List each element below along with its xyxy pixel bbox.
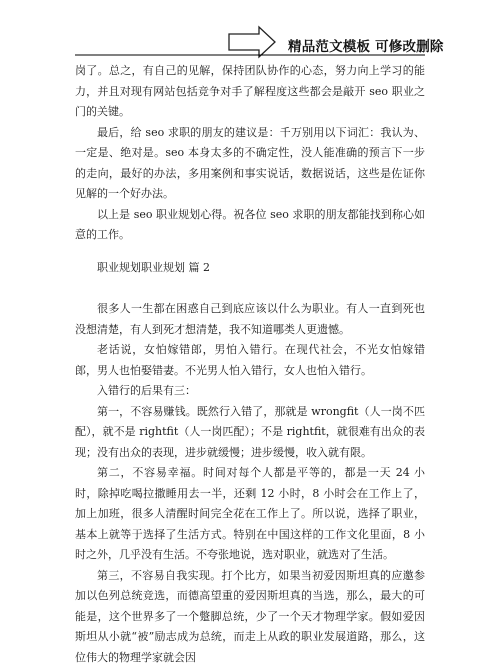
paragraph-4: 很多人一生都在困惑自己到底应该以什么为职业。有人一直到死也没想清楚，有人到死才想清楚，我不知道哪类人更遗憾。 [75, 299, 425, 340]
right-arrow-icon [229, 27, 275, 57]
document-body [75, 61, 425, 668]
paragraph-6: 入错行的后果有三： [75, 381, 425, 402]
paragraph-8: 第二，不容易幸福。时间对每个人都是平等的，都是一天 24 小时，除掉吃喝拉撒睡用去一半，还剩 12 小时，8 小时会在工作上了，加上加班，很多人清醒时间完全花在工作上了。所以说，选择了职业，基本上就等于选择了生活方式。特别在中国这样的工作文化里面，8 小时之外，几乎没有生活。不夸张地说，选对职业，就选对了生活。 [75, 463, 425, 566]
paragraph-5: 老话说，女怕嫁错郎，男怕入错行。在现代社会，不光女怕嫁错郎，男人也怕娶错妻。不光男人怕入错行，女人也怕入错行。 [75, 340, 425, 381]
section-heading: 职业规划职业规划 篇 2 [75, 258, 425, 279]
paragraph-9: 第三，不容易自我实现。打个比方，如果当初爱因斯坦真的应邀参加以色列总统竞选，而德高望重的爱因斯坦真的当选，那么，最大的可能是，这个世界多了一个蹩脚总统，少了一个天才物理学家。假如爱因斯坦从小就“被”励志成为总统，而走上从政的职业发展道路，那么，这位伟大的物理学家就会因 [75, 566, 425, 668]
paragraph-1: 岗了。总之，有自己的见解，保持团队协作的心态，努力向上学习的能力，并且对现有网站包括竞争对手了解程度这些都会是敲开 seo 职业之门的关键。 [75, 61, 425, 123]
header-title: 精品范文模板 可修改删除 [288, 35, 444, 55]
paragraph-3: 以上是 seo 职业规划心得。祝各位 seo 求职的朋友都能找到称心如意的工作。 [75, 205, 425, 246]
paragraph-2: 最后，给 seo 求职的朋友的建议是：千万别用以下词汇：我认为、一定是、绝对是。seo 本身太多的不确定性，没人能准确的预言下一步的走向，最好的办法，多用案例和事实说话，数据说话，这些是佐证你见解的一个好办法。 [75, 123, 425, 205]
paragraph-7: 第一，不容易赚钱。既然行入错了，那就是 wrongfit（人一岗不匹配），就不是 rightfit（人一岗匹配）；不是 rightfit，就很难有出众的表现；没有出众的表现，进步就缓慢；进步缓慢，收入就有限。 [75, 402, 425, 464]
page-header [0, 0, 500, 60]
